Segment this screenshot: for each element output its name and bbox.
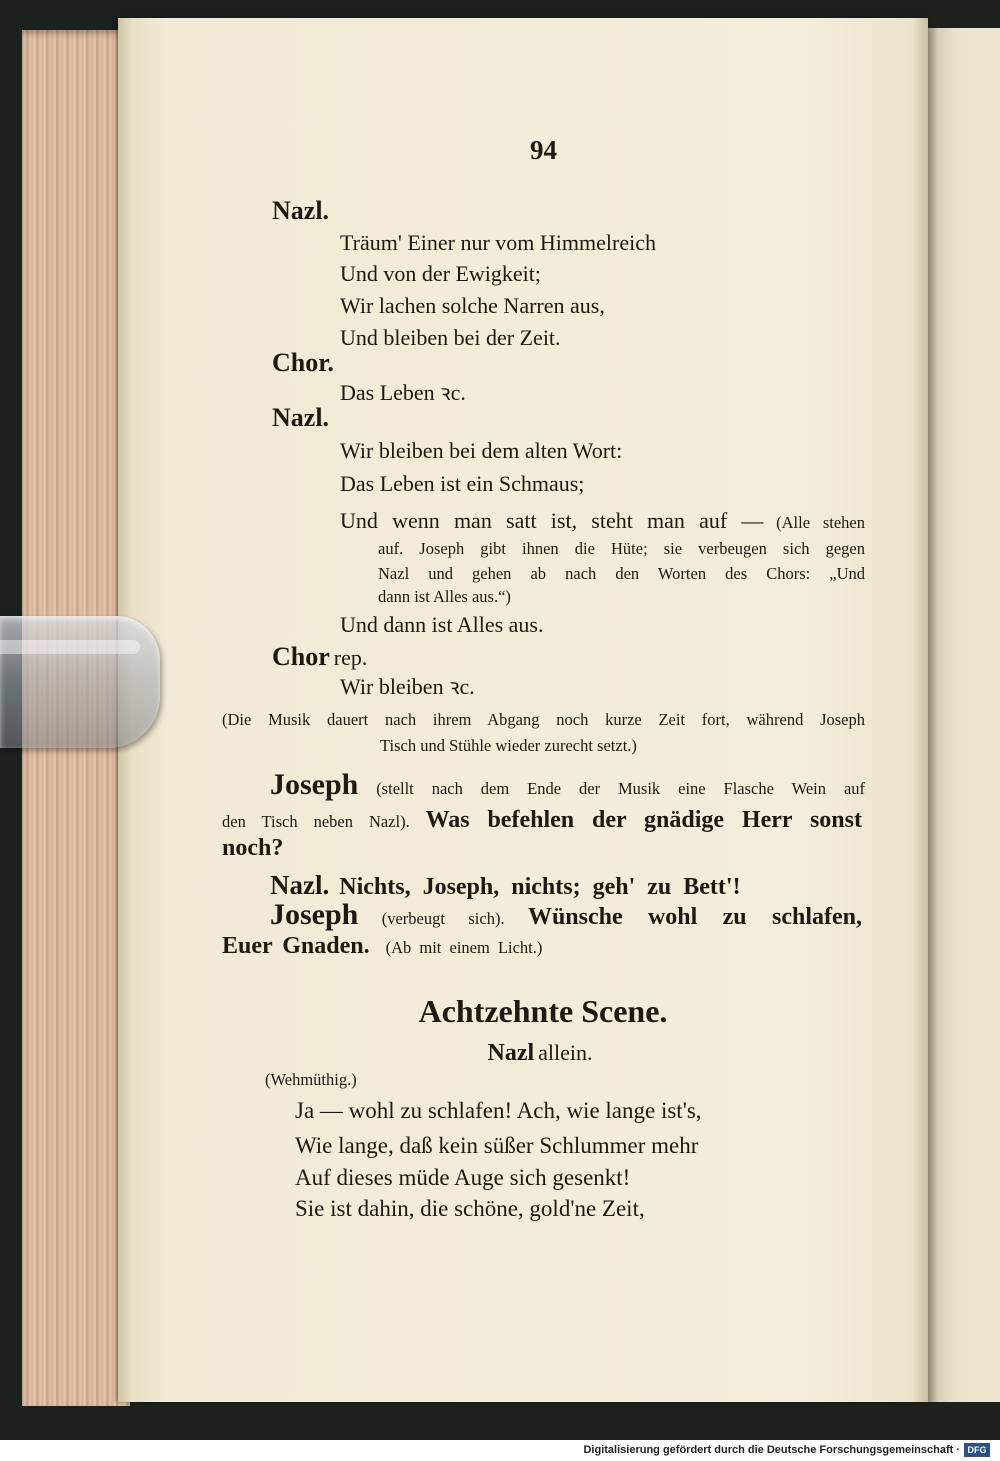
stage-direction: den Tisch neben Nazl).	[222, 812, 410, 831]
verse-line: Das Leben ist ein Schmaus;	[340, 471, 585, 496]
speaker-name: Joseph	[270, 768, 359, 801]
verse-line: Wir lachen solche Narren aus,	[340, 293, 605, 318]
stage-direction: (verbeugt sich).	[381, 909, 505, 928]
stage-direction: Tisch und Stühle wieder zurecht setzt.)	[380, 736, 637, 755]
verse-line: Ja — wohl zu schlafen! Ach, wie lange ist's,	[295, 1098, 702, 1123]
spoken-text: Euer Gnaden.	[222, 933, 370, 959]
verse-line: Und dann ist Alles aus.	[340, 612, 544, 637]
verse-line: Auf dieses müde Auge sich gesenkt!	[295, 1165, 631, 1190]
verse-line: Wir bleiben bei dem alten Wort:	[340, 438, 623, 463]
character-name: Nazl	[487, 1040, 535, 1066]
dialogue-line	[270, 768, 865, 802]
speaker-note: rep.	[333, 645, 368, 670]
stage-direction: dann ist Alles aus.“)	[378, 587, 511, 606]
stage-direction: (stellt nach dem Ende der Musik eine Flasche Wein auf	[376, 779, 865, 798]
verse-line: Wie lange, daß kein süßer Schlummer mehr	[295, 1133, 699, 1158]
spoken-text: Nichts, Joseph, nichts; geh' zu Bett'!	[339, 874, 741, 900]
footer-credit: Digitalisierung gefördert durch die Deutsche Forschungsgemeinschaft ·	[583, 1444, 960, 1456]
speaker-name: Joseph	[270, 898, 359, 931]
verse-line: Und von der Ewigkeit;	[340, 261, 542, 286]
stage-direction: Nazl und gehen ab nach den Worten des Chors: „Und	[378, 564, 865, 583]
spoken-text: Wünsche wohl zu schlafen,	[527, 904, 862, 930]
dfg-logo: DFG	[964, 1443, 990, 1457]
spoken-text: noch?	[222, 835, 284, 861]
stage-direction: (Ab mit einem Licht.)	[385, 938, 543, 957]
verse-line: Sie ist dahin, die schöne, gold'ne Zeit,	[295, 1196, 645, 1221]
speaker-name: Chor.	[272, 348, 334, 377]
page-number: 94	[530, 135, 557, 165]
dialogue-line	[270, 898, 862, 932]
verse-line: Und bleiben bei der Zeit.	[340, 325, 561, 350]
verse-line: Wir bleiben ꝛc.	[340, 674, 475, 699]
spoken-text: Was befehlen der gnädige Herr sonst	[425, 807, 862, 833]
speaker-name: Nazl.	[272, 403, 330, 432]
verse-line: Das Leben ꝛc.	[340, 380, 466, 405]
scene-character-line	[400, 1036, 680, 1070]
speaker-line	[272, 640, 572, 674]
stage-direction: (Wehmüthig.)	[265, 1070, 357, 1089]
stage-direction: (Die Musik dauert nach ihrem Abgang noch kurze Zeit fort, während Joseph	[222, 710, 865, 729]
facing-page	[928, 28, 1000, 1402]
page-clip-highlight	[0, 640, 140, 654]
verse-line: Und wenn man satt ist, steht man auf —	[340, 508, 764, 533]
scene-title: Achtzehnte Scene.	[418, 993, 668, 1029]
speaker-name: Nazl.	[270, 870, 330, 900]
page-clip	[0, 616, 160, 748]
verse-line: Träum' Einer nur vom Himmelreich	[340, 230, 656, 255]
digitization-footer	[0, 1440, 1000, 1461]
speaker-name: Chor	[272, 642, 330, 671]
dialogue-line	[222, 929, 642, 963]
stage-direction: (Alle stehen	[776, 513, 865, 532]
stage-direction: auf. Joseph gibt ihnen die Hüte; sie verbeugen sich gegen	[378, 539, 865, 558]
speaker-name: Nazl.	[272, 196, 330, 225]
dialogue-line	[270, 868, 830, 902]
dialogue-line	[222, 803, 862, 837]
character-note: allein.	[538, 1040, 593, 1065]
